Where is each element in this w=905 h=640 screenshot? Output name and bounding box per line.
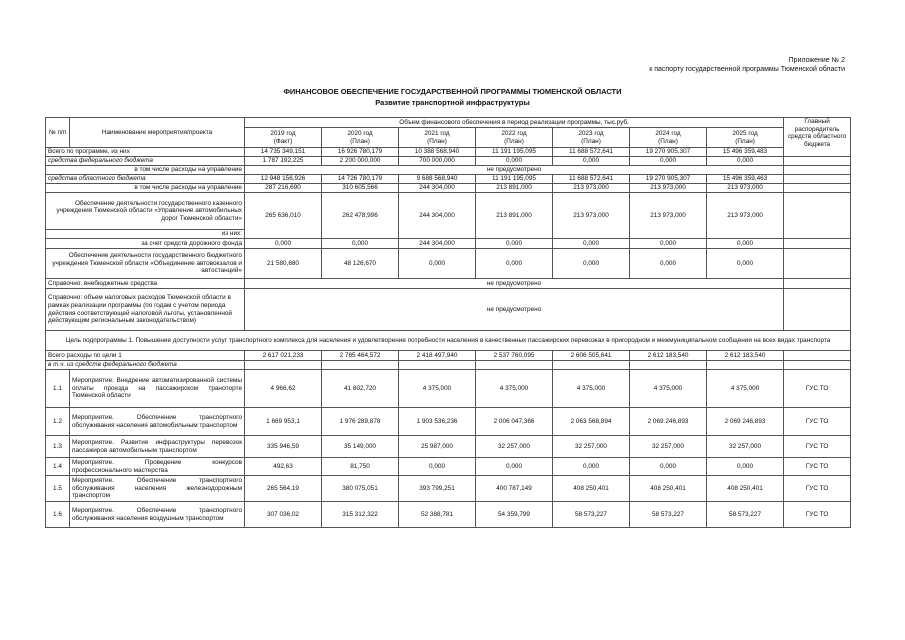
value-cell: 2 069 246,893 — [630, 408, 707, 436]
row-goal-total — [46, 351, 851, 361]
row-tax — [46, 289, 851, 331]
value-cell: 2 785 464,572 — [322, 351, 399, 361]
item-label: Мероприятие. Обеспечение транспортного обслуживания населения железнодорожным транспортом — [70, 476, 245, 502]
year-header-6 — [707, 128, 784, 148]
value-cell: 4 966,62 — [245, 370, 322, 408]
header-num: № п/п — [46, 118, 70, 148]
row-federal — [46, 157, 851, 166]
value-cell: 213 973,000 — [707, 184, 784, 193]
value-cell: 408 250,401 — [553, 476, 630, 502]
value-cell: 4 375,000 — [553, 370, 630, 408]
year-type: (План) — [581, 137, 601, 145]
value-cell: 0,000 — [322, 239, 399, 249]
value-cell: 0,000 — [707, 239, 784, 249]
value-cell: 0,000 — [630, 157, 707, 166]
row-road-fund — [46, 239, 851, 249]
title-line2: Развитие транспортной инфраструктуры — [375, 98, 530, 107]
manager-cell — [784, 361, 851, 370]
row-label: Всего по программе, из них — [46, 148, 245, 157]
value-cell: 41 802,720 — [322, 370, 399, 408]
value-cell: 213 891,000 — [476, 184, 553, 193]
value-cell: 408 250,401 — [630, 476, 707, 502]
item-number: 1.2 — [46, 408, 70, 436]
row-regional — [46, 175, 851, 184]
row-label: Справочно: внебюджетные средства — [46, 279, 245, 289]
manager-cell — [784, 239, 851, 249]
value-cell: 2 069 246,893 — [707, 408, 784, 436]
year-type: (План) — [427, 137, 447, 145]
year-header-5 — [630, 128, 707, 148]
value-cell: 11 191 195,095 — [476, 175, 553, 184]
manager-cell — [784, 279, 851, 289]
year-label: 2024 год — [655, 129, 681, 137]
value-cell: 310 605,566 — [322, 184, 399, 193]
table-row — [46, 502, 851, 528]
row-label: в том числе расходы на управление — [46, 166, 245, 175]
item-label: Мероприятие. Развитие инфраструктуры перевозок пассажиров автомобильным транспортом — [70, 436, 245, 458]
manager-cell: ГУС ТО — [784, 458, 851, 476]
item-label: Мероприятие. Обеспечение транспортного обслуживания населения воздушным транспортом — [70, 502, 245, 528]
value-cell: 380 075,051 — [322, 476, 399, 502]
row-offbudget — [46, 279, 851, 289]
value-cell: 307 036,02 — [245, 502, 322, 528]
row-fed-mgmt — [46, 166, 851, 175]
note-cell: не предусмотрено — [245, 166, 784, 175]
value-cell: 2 063 568,894 — [553, 408, 630, 436]
value-cell: 213 973,000 — [553, 193, 630, 239]
table-row — [46, 436, 851, 458]
year-header-1 — [322, 128, 399, 148]
manager-cell: ГУС ТО — [784, 408, 851, 436]
year-type: (Факт) — [273, 137, 293, 145]
value-cell: 393 799,251 — [399, 476, 476, 502]
value-cell: 15 496 359,463 — [707, 175, 784, 184]
year-type: (План) — [658, 137, 678, 145]
table-row — [46, 458, 851, 476]
page-bottom — [0, 572, 905, 640]
value-cell: 54 359,799 — [476, 502, 553, 528]
annex-line2: к паспорту государственной программы Тюменской области — [649, 66, 845, 73]
year-type: (План) — [350, 137, 370, 145]
manager-cell — [784, 289, 851, 331]
value-cell: 2 006 047,366 — [476, 408, 553, 436]
value-cell: 0,000 — [476, 458, 553, 476]
annex-note — [649, 56, 845, 74]
manager-cell — [784, 351, 851, 361]
value-cell: 265 636,010 — [245, 193, 322, 239]
value-cell: 244 304,000 — [399, 239, 476, 249]
value-cell: 0,000 — [476, 239, 553, 249]
value-cell: 15 496 359,483 — [707, 148, 784, 157]
value-cell: 1 787 192,225 — [245, 157, 322, 166]
value-cell: 700 000,000 — [399, 157, 476, 166]
value-cell: 1 976 289,878 — [322, 408, 399, 436]
value-cell: 213 973,000 — [553, 184, 630, 193]
value-cell: 11 688 572,641 — [553, 148, 630, 157]
row-total — [46, 148, 851, 157]
value-cell: 0,000 — [476, 157, 553, 166]
item-number: 1.1 — [46, 370, 70, 408]
value-cell — [399, 361, 476, 370]
value-cell — [553, 361, 630, 370]
value-cell: 213 973,000 — [630, 193, 707, 239]
value-cell: 4 375,000 — [630, 370, 707, 408]
header-span: Объем финансового обеспечения в период реализации программы, тыс.руб. — [245, 118, 784, 128]
value-cell: 1 903 536,236 — [399, 408, 476, 436]
manager-cell — [784, 249, 851, 279]
value-cell: 0,000 — [630, 239, 707, 249]
value-cell: 32 257,000 — [630, 436, 707, 458]
value-cell: 2 200 000,000 — [322, 157, 399, 166]
item-label: Мероприятие. Обеспечение транспортного обслуживания населения автомобильным транспортом — [70, 408, 245, 436]
year-type: (План) — [735, 137, 755, 145]
value-cell: 19 270 905,307 — [630, 148, 707, 157]
value-cell: 213 891,000 — [476, 193, 553, 239]
item-label: Мероприятие. Проведение конкурсов профессионального мастерства — [70, 458, 245, 476]
manager-cell — [784, 157, 851, 166]
value-cell: 1 669 953,1 — [245, 408, 322, 436]
value-cell: 58 573,227 — [630, 502, 707, 528]
value-cell — [707, 361, 784, 370]
value-cell: 2 617 021,233 — [245, 351, 322, 361]
row-label: Справочно: объем налоговых расходов Тюменской области в рамках реализации программы (по годам с учетом периода действия соответствующей налоговой льготы, установленной действующим региональным законодательством) — [46, 289, 245, 331]
row-label: Обеспечение деятельности государственного казенного учреждения Тюменской области «Управление автомобильных дорог Тюменской области» — [46, 193, 245, 230]
item-number: 1.6 — [46, 502, 70, 528]
header-name: Наименование мероприятия/проекта — [70, 118, 245, 148]
value-cell: 4 375,000 — [399, 370, 476, 408]
value-cell: 400 787,149 — [476, 476, 553, 502]
value-cell: 32 257,000 — [553, 436, 630, 458]
item-number: 1.5 — [46, 476, 70, 502]
row-label: из них: — [46, 230, 245, 239]
row-label: в т.ч. из средств федерального бюджета — [46, 361, 245, 370]
value-cell: 0,000 — [630, 249, 707, 279]
manager-cell: ГУС ТО — [784, 502, 851, 528]
value-cell: 213 973,000 — [630, 184, 707, 193]
year-label: 2021 год — [424, 129, 450, 137]
value-cell: 48 126,670 — [322, 249, 399, 279]
row-label: в том числе расходы на управление — [46, 184, 245, 193]
value-cell: 2 612 183,540 — [707, 351, 784, 361]
manager-cell: ГУС ТО — [784, 436, 851, 458]
value-cell — [476, 361, 553, 370]
year-label: 2019 год — [270, 129, 296, 137]
row-goal-fed — [46, 361, 851, 370]
value-cell: 0,000 — [707, 249, 784, 279]
value-cell: 32 257,000 — [476, 436, 553, 458]
finance-table — [45, 117, 851, 528]
value-cell: 2 418 497,940 — [399, 351, 476, 361]
value-cell: 12 948 156,926 — [245, 175, 322, 184]
row-label: Всего расходы по цели 1 — [46, 351, 245, 361]
note-cell: не предусмотрено — [245, 279, 784, 289]
value-cell: 244 304,000 — [399, 193, 476, 239]
row-goal — [46, 331, 851, 351]
annex-line1: Приложение № 2 — [788, 57, 845, 64]
value-cell: 0,000 — [399, 249, 476, 279]
row-bus — [46, 249, 851, 279]
row-avtodor — [46, 193, 851, 230]
document-title — [0, 86, 905, 108]
value-cell — [322, 361, 399, 370]
row-label: средства федерального бюджета — [46, 157, 245, 166]
value-cell: 52 388,781 — [399, 502, 476, 528]
value-cell: 0,000 — [553, 458, 630, 476]
row-label: за счет средств дорожного фонда — [46, 239, 245, 249]
value-cell: 0,000 — [245, 239, 322, 249]
manager-cell: ГУС ТО — [784, 370, 851, 408]
table-row — [46, 370, 851, 408]
value-cell: 32 257,000 — [707, 436, 784, 458]
year-label: 2022 год — [501, 129, 527, 137]
value-cell — [630, 361, 707, 370]
value-cell: 315 312,322 — [322, 502, 399, 528]
value-cell: 0,000 — [707, 458, 784, 476]
value-cell: 4 375,000 — [707, 370, 784, 408]
value-cell: 11 688 572,641 — [553, 175, 630, 184]
row-label: средства областного бюджета — [46, 175, 245, 184]
year-type: (План) — [504, 137, 524, 145]
goal-text: Цель подпрограммы 1. Повышение доступности услуг транспортного комплекса для населения и удовлетворение потребности населения в качественных пассажирских перевозках в пригородном и межмуниципальном сообщении на всех видах транспорта — [46, 331, 851, 351]
value-cell: 2 612 183,540 — [630, 351, 707, 361]
value-cell: 4 375,000 — [476, 370, 553, 408]
value-cell: 21 580,680 — [245, 249, 322, 279]
year-header-3 — [476, 128, 553, 148]
manager-cell — [784, 184, 851, 193]
row-reg-mgmt — [46, 184, 851, 193]
value-cell: 11 191 195,095 — [476, 148, 553, 157]
value-cell: 19 270 905,307 — [630, 175, 707, 184]
value-cell: 14 726 780,179 — [322, 175, 399, 184]
year-header-2 — [399, 128, 476, 148]
value-cell: 9 688 568,940 — [399, 175, 476, 184]
year-header-4 — [553, 128, 630, 148]
year-header-0 — [245, 128, 322, 148]
value-cell: 287 216,690 — [245, 184, 322, 193]
value-cell: 265 564,19 — [245, 476, 322, 502]
header-manager: Главный распорядитель средств областного бюджета — [784, 118, 851, 157]
manager-cell — [784, 166, 851, 175]
table-row — [46, 408, 851, 436]
row-label: Обеспечение деятельности государственного бюджетного учреждения Тюменской области «Объединение автовокзалов и автостанций» — [46, 249, 245, 279]
value-cell: 0,000 — [553, 249, 630, 279]
title-line1: ФИНАНСОВОЕ ОБЕСПЕЧЕНИЕ ГОСУДАРСТВЕННОЙ ПРОГРАММЫ ТЮМЕНСКОЙ ОБЛАСТИ — [283, 87, 622, 96]
value-cell: 58 573,227 — [553, 502, 630, 528]
item-number: 1.4 — [46, 458, 70, 476]
value-cell: 2 537 760,095 — [476, 351, 553, 361]
value-cell: 0,000 — [707, 157, 784, 166]
value-cell: 35 149,000 — [322, 436, 399, 458]
value-cell: 14 735 349,151 — [245, 148, 322, 157]
table-row — [46, 476, 851, 502]
value-cell: 58 573,227 — [707, 502, 784, 528]
value-cell: 81,750 — [322, 458, 399, 476]
value-cell: 0,000 — [553, 157, 630, 166]
value-cell: 0,000 — [553, 239, 630, 249]
value-cell: 213 973,000 — [707, 193, 784, 239]
value-cell: 25 987,000 — [399, 436, 476, 458]
value-cell: 16 926 780,179 — [322, 148, 399, 157]
value-cell: 2 606 505,641 — [553, 351, 630, 361]
manager-cell — [784, 175, 851, 184]
year-label: 2025 год — [732, 129, 758, 137]
manager-cell — [784, 193, 851, 239]
value-cell: 0,000 — [399, 458, 476, 476]
item-label: Мероприятие. Внедрение автоматизированной системы оплаты проезда на пассажирском транспорте Тюменской области — [70, 370, 245, 408]
value-cell: 335 946,59 — [245, 436, 322, 458]
item-number: 1.3 — [46, 436, 70, 458]
value-cell: 262 478,996 — [322, 193, 399, 239]
value-cell: 0,000 — [630, 458, 707, 476]
manager-cell: ГУС ТО — [784, 476, 851, 502]
value-cell: 492,63 — [245, 458, 322, 476]
year-label: 2023 год — [578, 129, 604, 137]
value-cell — [245, 361, 322, 370]
value-cell: 0,000 — [476, 249, 553, 279]
value-cell: 244 304,000 — [399, 184, 476, 193]
value-cell: 10 388 568,940 — [399, 148, 476, 157]
year-label: 2020 год — [347, 129, 373, 137]
note-cell: не предусмотрено — [245, 289, 784, 331]
value-cell: 408 250,401 — [707, 476, 784, 502]
